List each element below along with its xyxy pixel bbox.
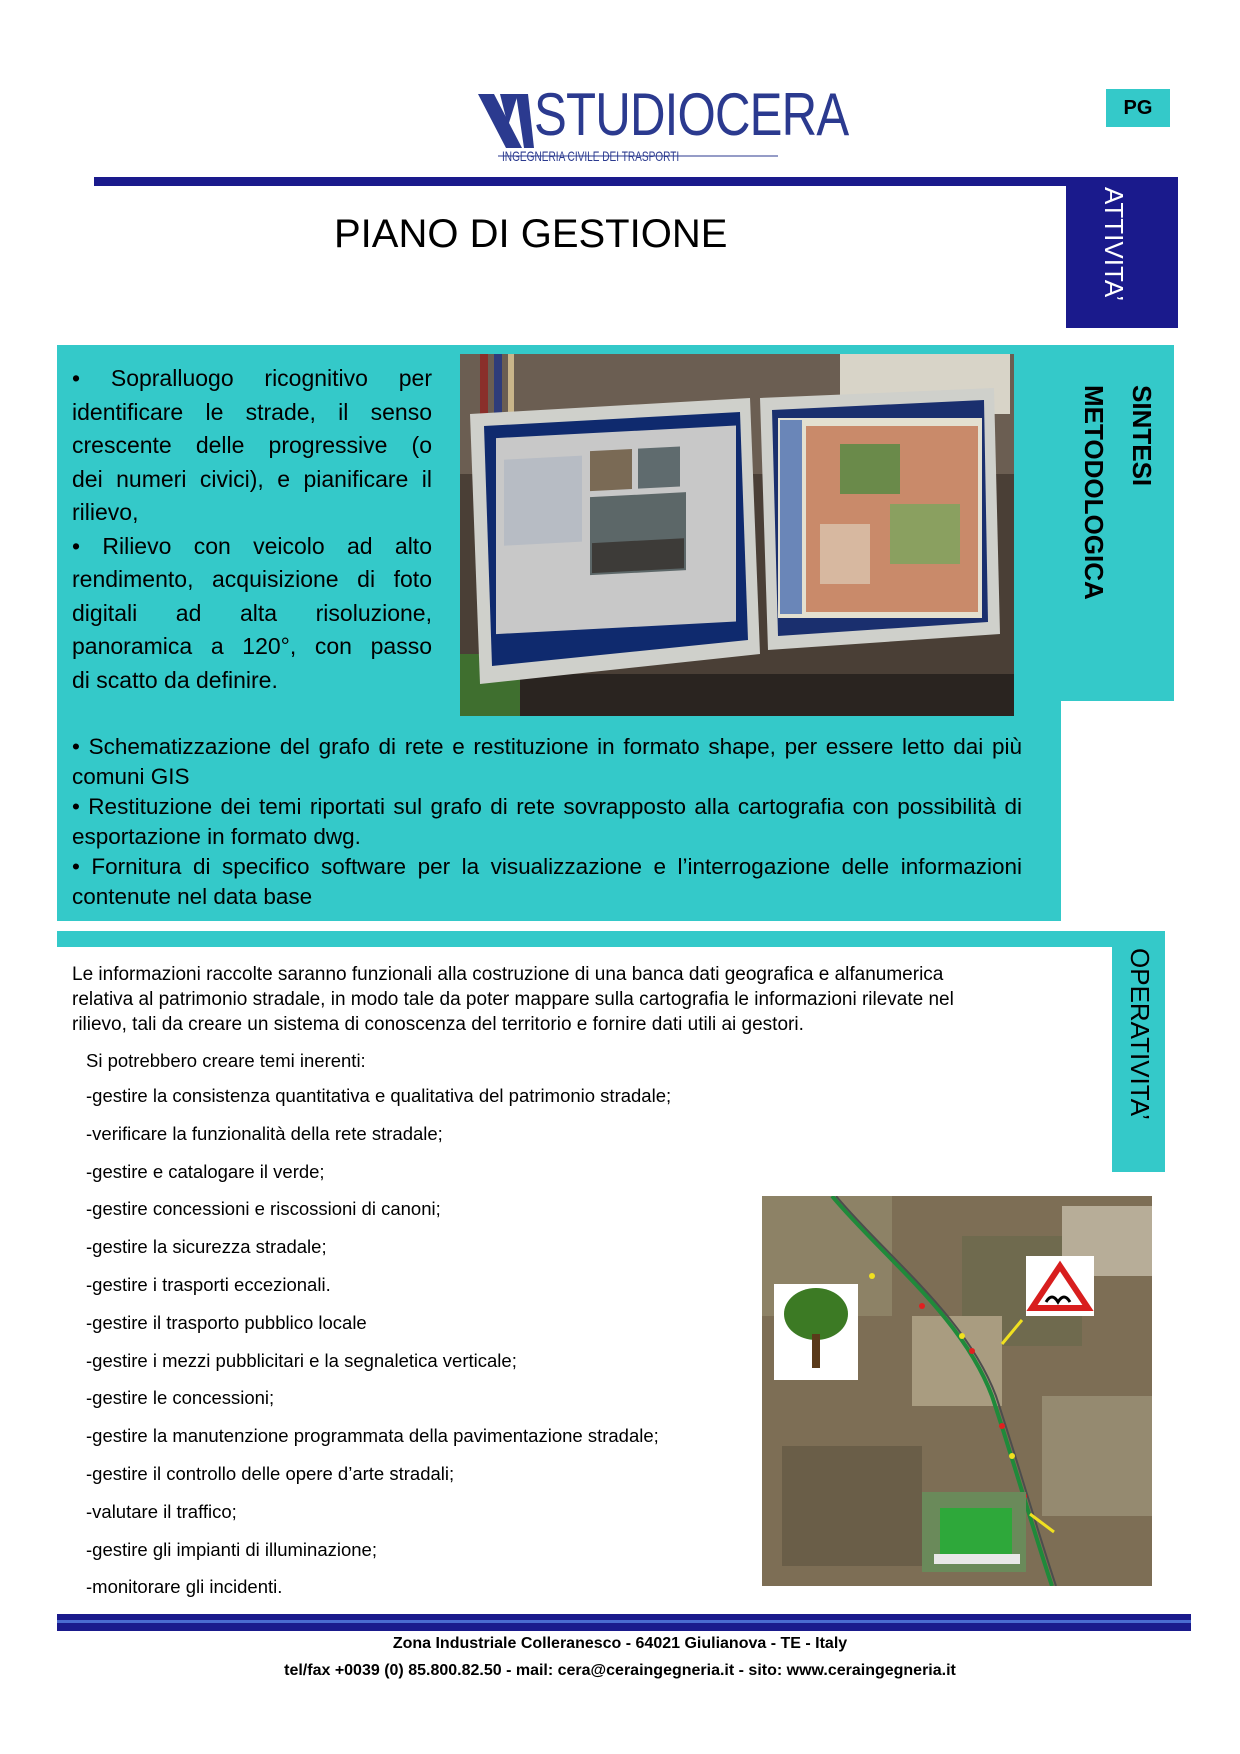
text-line: Le informazioni raccolte saranno funzionali alla costruzione di una banca dati geografica e alfanumerica [72, 964, 944, 985]
workstation-photo [460, 354, 1014, 716]
text-line: digitali ad alta risoluzione, [72, 599, 432, 626]
header-rule [94, 177, 1068, 186]
list-item: -gestire i mezzi pubblicitari e la segnaletica verticale; [86, 1349, 517, 1371]
output-description [72, 732, 1022, 912]
list-item: -gestire gli impianti di illuminazione; [86, 1538, 377, 1560]
list-item: -gestire concessioni e riscossioni di canoni; [86, 1198, 441, 1220]
text-line: di scatto da definire. [72, 666, 278, 693]
text-line: rendimento, acquisizione di foto [72, 566, 432, 592]
metodologica-label: METODOLOGICA [1079, 385, 1109, 600]
list-item: -gestire le concessioni; [86, 1387, 275, 1409]
list-item: -gestire i trasporti eccezionali. [86, 1273, 331, 1295]
operativita-label: OPERATIVITA’ [1125, 948, 1155, 1120]
aerial-map-photo [762, 1196, 1152, 1586]
footer-address: Zona Industriale Colleranesco - 64021 Giulianova - TE - Italy [392, 1635, 848, 1652]
themes-intro: Si potrebbero creare temi inerenti: [86, 1050, 366, 1071]
list-item: -gestire la consistenza quantitativa e qualitativa del patrimonio stradale; [86, 1085, 672, 1106]
text-line: rilievo, tali da creare un sistema di conoscenza del territorio e fornire dati utili ai gestori. [72, 1014, 804, 1035]
list-item: -gestire la manutenzione programmata della pavimentazione stradale; [86, 1425, 659, 1447]
list-item: -gestire e catalogare il verde; [86, 1160, 325, 1182]
logo-subtitle: INGEGNERIA CIVILE DEI TRASPORTI [502, 148, 680, 164]
logo-name: STUDIOCERA [534, 81, 849, 148]
text-line: rilievo, [72, 499, 139, 525]
list-item: -gestire la sicurezza stradale; [86, 1236, 327, 1258]
survey-description [72, 362, 432, 697]
footer-contact: tel/fax +0039 (0) 85.800.82.50 - mail: cera@ceraingegneria.it - sito: www.ceraingegneria.it [284, 1662, 956, 1679]
attivita-label: ATTIVITA’ [1099, 187, 1129, 302]
list-item: -monitorare gli incidenti. [86, 1576, 283, 1598]
operativita-bar [57, 931, 1165, 947]
text-line: identificare le strade, il senso [72, 398, 432, 425]
attivita-tab-label-wrap [1066, 177, 1178, 328]
text-line: • Sopralluogo ricognitivo per [72, 365, 432, 391]
text-line: crescente delle progressive (o [72, 432, 432, 458]
list-item: -gestire il controllo delle opere d’arte stradali; [86, 1462, 455, 1484]
list-item: -valutare il traffico; [86, 1500, 237, 1522]
page-title: PIANO DI GESTIONE [334, 212, 728, 256]
text-line: panoramica a 120°, con passo [72, 633, 432, 659]
list-item: -gestire il trasporto pubblico locale [86, 1311, 367, 1333]
text-line: relativa al patrimonio stradale, in modo tale da poter mappare sulla cartografia le informazioni rilevate nel [72, 989, 954, 1010]
bullet-item: • Fornitura di specifico software per la visualizzazione e l’interrogazione delle informazioni contenute nel data base [72, 854, 1022, 909]
footer-rule-highlight [57, 1620, 1191, 1623]
themes-list [86, 1085, 671, 1614]
list-item: -verificare la funzionalità della rete stradale; [86, 1122, 443, 1144]
text-line: • Rilievo con veicolo ad alto [72, 532, 432, 559]
text-line: dei numeri civici), e pianificare il [72, 465, 432, 492]
page-code-badge: PG [1106, 89, 1170, 127]
bullet-item: • Schematizzazione del grafo di rete e restituzione in formato shape, per essere letto dai più comuni GIS [72, 734, 1022, 789]
intro-paragraph [72, 962, 1050, 1037]
bullet-item: • Restituzione dei temi riportati sul grafo di rete sovrapposto alla cartografia con possibilità di esportazione in formato dwg. [72, 794, 1022, 849]
sintesi-label: SINTESI [1127, 385, 1157, 487]
